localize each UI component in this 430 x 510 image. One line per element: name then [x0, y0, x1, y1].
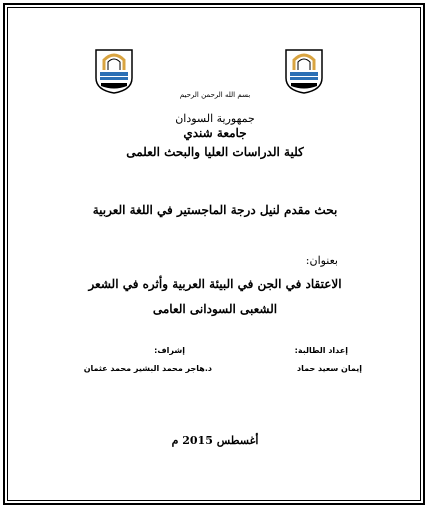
university-name: جامعة شندي — [183, 126, 247, 140]
thesis-title-line-1: الاعتقاد في الجن في البيئة العربية وأثره في الشعر — [88, 277, 342, 291]
supervisor-name: د.هاجر محمد البشير محمد عثمان — [83, 364, 212, 373]
country-name: جمهورية السودان — [175, 112, 255, 125]
submission-date: أغسطس 2015 م — [171, 434, 259, 447]
student-name: إيمان سعيد حماد — [296, 364, 362, 373]
university-logo-right-icon — [282, 48, 326, 94]
page-border-inner — [7, 7, 421, 501]
basmala: بسم الله الرحمن الرحيم — [179, 91, 251, 99]
title-label: بعنوان: — [305, 254, 338, 267]
thesis-title-line-2: الشعبى السودانى العامى — [152, 302, 278, 316]
university-logo-left-icon — [92, 48, 136, 94]
prepared-by-label: إعداد الطالبة: — [294, 346, 348, 355]
supervisor-label: إشراف: — [154, 346, 185, 355]
college-name: كلية الدراسات العليا والبحث العلمى — [126, 145, 304, 159]
thesis-degree: بحث مقدم لنيل درجة الماجستير في اللغة العربية — [92, 203, 338, 217]
